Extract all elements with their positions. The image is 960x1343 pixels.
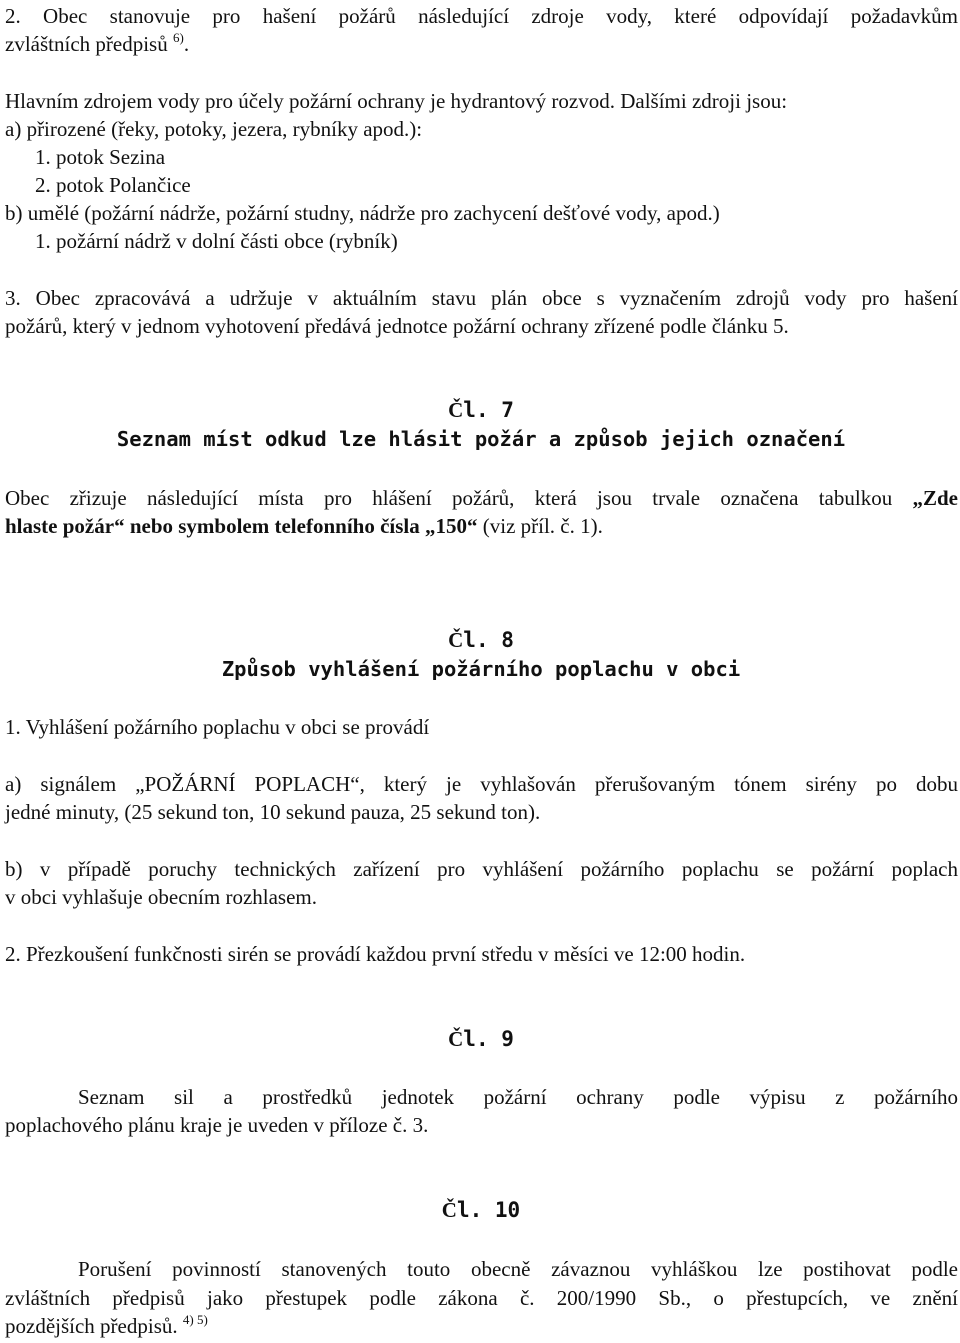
paragraph-3-line-2: požárů, který v jednom vyhotovení předává jednotce požární ochrany zřízené podle článku 5. — [5, 314, 789, 338]
article-8-title: Způsob vyhlášení požárního poplachu v obci — [221, 657, 741, 681]
footnote-ref: 6) — [172, 30, 184, 45]
article-7-line-1-bold: „Zde — [912, 486, 958, 510]
article-8-paragraph-1: 1. Vyhlášení požárního poplachu v obci se provádí — [5, 715, 430, 739]
sources-natural: a) přirozené (řeky, potoky, jezera, rybníky apod.): — [5, 117, 423, 141]
article-8-a-line-1: a) signálem „POŽÁRNÍ POPLACH“, který je vyhlašován přerušovaným tónem sirény po dobu — [5, 772, 958, 796]
article-8-number-rest: l. 8 — [463, 628, 514, 652]
article-7-title: Seznam míst odkud lze hlásit požár a způsob jejich označení — [116, 427, 846, 451]
article-10-line-3-text: pozdějších předpisů. — [5, 1314, 178, 1338]
article-10-line-1: Porušení povinností stanovených touto obecně závaznou vyhláškou lze postihovat podle — [78, 1257, 958, 1281]
sources-natural-item-2: 2. potok Polančice — [35, 173, 191, 197]
paragraph-3-line-1: 3. Obec zpracovává a udržuje v aktuálním stavu plán obce s vyznačením zdrojů vody pro hašení — [5, 286, 958, 310]
article-10-line-3 — [5, 1312, 208, 1343]
article-9-number — [5, 1025, 957, 1053]
article-10-number-rest: l. 10 — [456, 1198, 521, 1222]
article-7-number — [5, 396, 957, 424]
footnote-ref: 4) 5) — [182, 1312, 208, 1327]
article-8-paragraph-2: 2. Přezkoušení funkčnosti sirén se provádí každou první středu v měsíci ve 12:00 hodin. — [5, 942, 746, 966]
article-7-line-2-end: (viz příl. č. 1). — [477, 514, 603, 538]
article-8-number — [5, 626, 957, 654]
paragraph-2-text: zvláštních předpisů — [5, 32, 168, 56]
article-9-line-2: poplachového plánu kraje je uveden v příloze č. 3. — [5, 1113, 429, 1137]
article-8-b-line-1: b) v případě poruchy technických zařízení pro vyhlášení požárního poplachu se požární poplach — [5, 857, 958, 881]
paragraph-2-end: . — [183, 32, 190, 56]
article-7-number-prefix: Č — [448, 398, 464, 422]
article-9-line-1: Seznam sil a prostředků jednotek požární ochrany podle výpisu z požárního — [78, 1085, 958, 1109]
article-7-line-1-text: Obec zřizuje následující místa pro hlášení požárů, která jsou trvale označena tabulkou — [5, 486, 893, 510]
sources-intro: Hlavním zdrojem vody pro účely požární ochrany je hydrantový rozvod. Dalšími zdroji jsou: — [5, 89, 788, 113]
paragraph-2-line-1: 2. Obec stanovuje pro hašení požárů následující zdroje vody, které odpovídají požadavkům — [5, 4, 958, 28]
paragraph-2-line-2 — [5, 30, 189, 61]
article-10-number-prefix: Č — [441, 1198, 457, 1222]
article-7-line-2-bold: hlaste požár“ nebo symbolem telefonního čísla „150“ — [5, 514, 478, 538]
sources-natural-item-1: 1. potok Sezina — [35, 145, 166, 169]
sources-artificial-item-1: 1. požární nádrž v dolní části obce (rybník) — [35, 229, 398, 253]
article-8-b-line-2: v obci vyhlašuje obecním rozhlasem. — [5, 885, 317, 909]
article-9-number-prefix: Č — [448, 1027, 464, 1051]
article-10-number — [5, 1196, 957, 1224]
sources-artificial: b) umělé (požární nádrže, požární studny, nádrže pro zachycení dešťové vody, apod.) — [5, 201, 720, 225]
article-8-a-line-2: jedné minuty, (25 sekund ton, 10 sekund pauza, 25 sekund ton). — [5, 800, 541, 824]
article-7-line-2 — [5, 512, 603, 540]
article-7-number-rest: l. 7 — [463, 398, 514, 422]
article-7-line-1 — [5, 484, 958, 512]
article-8-number-prefix: Č — [448, 628, 464, 652]
article-10-line-2: zvláštních předpisů jako přestupek podle zákona č. 200/1990 Sb., o přestupcích, ve znění — [5, 1286, 958, 1310]
article-9-number-rest: l. 9 — [463, 1027, 514, 1051]
